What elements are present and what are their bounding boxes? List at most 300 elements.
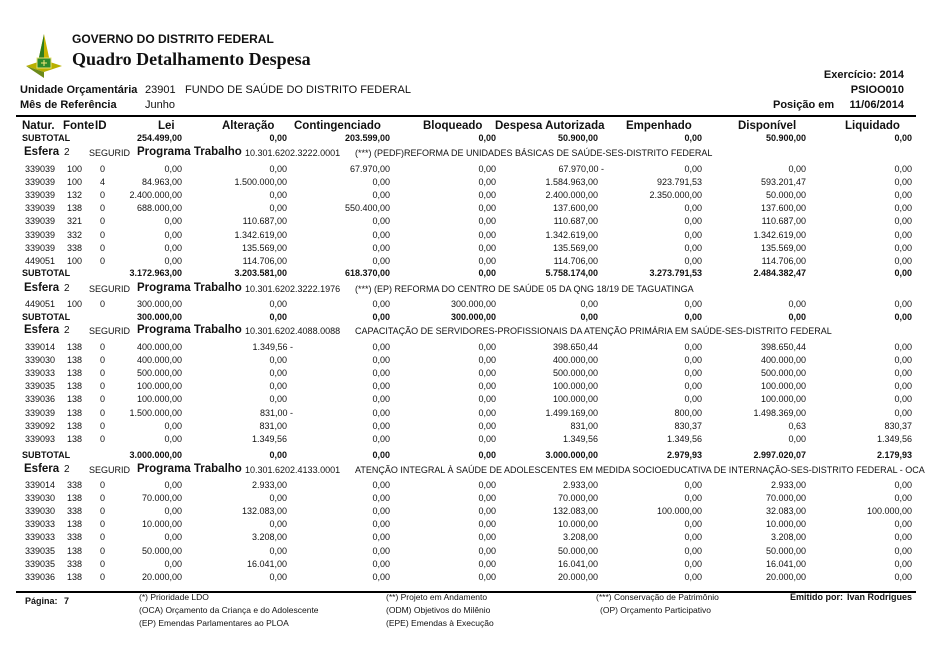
cell-contingenciado: 0,00 [372,420,390,431]
cell-despesa-autorizada: 16.041,00 [557,558,598,569]
programa-code: 10.301.6202.3222.0001 [245,148,341,158]
cell-empenhado: 0,00 [684,355,702,366]
cell-despesa-autorizada: 67.970,00 - [558,164,604,174]
cell-natureza: 339030 [25,506,56,517]
cell-disponivel: 2.997.020,07 [753,450,806,460]
cell-bloqueado: 0,00 [478,480,496,490]
cell-despesa-autorizada: 398.650,44 [552,342,598,352]
cell-id: 0 [100,532,106,543]
cell-contingenciado: 0,00 [372,342,390,352]
cell-bloqueado: 0,00 [478,571,496,582]
table-row [0,342,949,354]
table-row [0,355,949,367]
cell-empenhado: 0,00 [684,216,702,227]
cell-alteracao: 0,00 [269,450,287,460]
cell-despesa-autorizada: 0,00 [580,312,598,322]
table-row [0,408,949,420]
cell-alteracao: 0,00 [269,381,287,392]
cell-id: 0 [100,506,106,517]
cell-contingenciado: 0,00 [372,312,390,322]
cell-liquidado: 0,00 [894,133,912,143]
cell-empenhado: 0,00 [684,394,702,405]
cell-lei: 254.499,00 [136,133,182,143]
cell-despesa-autorizada: 135.569,00 [552,242,598,253]
cell-disponivel: 20.000,00 [765,571,806,582]
cell-bloqueado: 0,00 [478,203,496,214]
cell-contingenciado: 550.400,00 [344,203,390,214]
cell-despesa-autorizada: 1.584.963,00 [545,177,598,188]
cell-bloqueado: 0,00 [478,164,496,174]
cell-disponivel: 0,00 [788,164,806,174]
cell-liquidado: 0,00 [894,268,912,278]
cell-empenhado: 0,00 [684,299,702,309]
cell-liquidado: 0,00 [894,545,912,556]
col-empenhado: Empenhado [626,120,692,132]
col-despesa-autorizada: Despesa Autorizada [495,120,605,132]
legend-oca: (OCA) Orçamento da Criança e do Adolescente [139,605,319,615]
cell-bloqueado: 0,00 [478,558,496,569]
programa-description: (***) (EP) REFORMA DO CENTRO DE SAÚDE 05 DA QNG 18/19 DE TAGUATINGA [355,284,694,294]
table-row [0,519,949,531]
cell-id: 0 [100,519,106,530]
cell-fonte: 321 [67,216,83,227]
cell-fonte: 138 [67,368,83,379]
cell-fonte: 100 [67,299,83,309]
legend-ep: (EP) Emendas Parlamentares ao PLOA [139,618,289,628]
esfera-value: 2 [64,283,70,294]
cell-contingenciado: 0,00 [372,506,390,517]
cell-fonte: 338 [67,506,83,517]
cell-disponivel: 10.000,00 [765,519,806,530]
cell-lei: 100.000,00 [136,394,182,405]
cell-natureza: 339014 [25,342,56,352]
cell-disponivel: 1.498.369,00 [753,407,806,418]
cell-id: 0 [100,407,106,418]
cell-id: 0 [100,394,106,405]
cell-bloqueado: 0,00 [478,229,496,240]
col-bloqueado: Bloqueado [423,120,483,132]
cell-lei: 20.000,00 [141,571,182,582]
cell-empenhado: 0,00 [684,381,702,392]
cell-natureza: 339035 [25,545,56,556]
cell-empenhado: 0,00 [684,480,702,490]
cell-id: 0 [100,203,106,214]
cell-id: 0 [100,368,106,379]
cell-empenhado: 0,00 [684,164,702,174]
cell-lei: 84.963,00 [141,177,182,188]
cell-disponivel: 50.000,00 [765,190,806,201]
programa-header [0,146,949,160]
cell-liquidado: 0,00 [894,203,912,214]
report-title: Quadro Detalhamento Despesa [72,49,311,69]
cell-fonte: 100 [67,164,83,174]
table-row [0,493,949,505]
cell-id: 0 [100,433,106,444]
cell-lei: 50.000,00 [141,545,182,556]
report-code: PSIOO010 [850,84,904,96]
cell-id: 0 [100,493,106,504]
cell-bloqueado: 300.000,00 [450,299,496,309]
cell-alteracao: 0,00 [269,355,287,366]
cell-lei: 0,00 [164,532,182,543]
cell-empenhado: 0,00 [684,571,702,582]
table-row [0,546,949,558]
cell-despesa-autorizada: 100.000,00 [552,394,598,405]
cell-liquidado: 0,00 [894,164,912,174]
seguridade-label: SEGURID [89,465,131,475]
esfera-value: 2 [64,464,70,475]
cell-empenhado: 0,00 [684,255,702,266]
cell-id: 0 [100,571,106,582]
table-row [0,532,949,544]
cell-despesa-autorizada: 50.000,00 [557,545,598,556]
cell-fonte: 138 [67,355,83,366]
cell-disponivel: 2.933,00 [770,480,806,490]
unidade-code: 23901 [145,84,176,96]
cell-contingenciado: 0,00 [372,177,390,188]
cell-empenhado: 0,00 [684,558,702,569]
programa-label: Programa Trabalho [137,146,242,158]
table-row [0,256,949,268]
cell-natureza: 339039 [25,216,56,227]
emitted-by: Ivan Rodrigues [847,592,913,602]
cell-id: 0 [100,299,106,309]
cell-natureza: 449051 [25,299,56,309]
cell-liquidado: 0,00 [894,368,912,379]
cell-natureza: 339033 [25,532,56,543]
cell-lei: 3.000.000,00 [129,450,182,460]
table-row [0,480,949,492]
programa-header [0,463,949,477]
cell-despesa-autorizada: 1.499.169,00 [545,407,598,418]
cell-natureza: 449051 [25,255,56,266]
table-row [0,394,949,406]
cell-bloqueado: 0,00 [478,532,496,543]
cell-despesa-autorizada: 132.083,00 [552,506,598,517]
cell-bloqueado: 0,00 [478,355,496,366]
cell-bloqueado: 0,00 [478,242,496,253]
cell-bloqueado: 0,00 [478,545,496,556]
gdf-emblem-icon [24,32,64,80]
cell-disponivel: 3.208,00 [770,532,806,543]
esfera-value: 2 [64,325,70,336]
cell-id: 0 [100,480,106,490]
cell-fonte: 338 [67,480,83,490]
cell-fonte: 138 [67,493,83,504]
cell-natureza: 339039 [25,164,56,174]
cell-liquidado: 0,00 [894,558,912,569]
cell-despesa-autorizada: 110.687,00 [553,216,598,227]
cell-contingenciado: 0,00 [372,433,390,444]
cell-contingenciado: 0,00 [372,229,390,240]
cell-lei: 0,00 [164,242,182,253]
cell-contingenciado: 0,00 [372,242,390,253]
cell-fonte: 338 [67,532,83,543]
cell-liquidado: 1.349,56 [876,433,912,444]
cell-bloqueado: 0,00 [478,519,496,530]
cell-disponivel: 593.201,47 [760,177,806,188]
cell-natureza: 339035 [25,381,56,392]
cell-alteracao: 0,00 [269,368,287,379]
col-liquidado: Liquidado [845,120,900,132]
cell-despesa-autorizada: 2.933,00 [562,480,598,490]
cell-bloqueado: 0,00 [478,450,496,460]
cell-contingenciado: 0,00 [372,519,390,530]
cell-disponivel: 0,00 [788,433,806,444]
cell-lei: 0,00 [164,506,182,517]
cell-empenhado: 0,00 [684,493,702,504]
seguridade-label: SEGURID [89,148,131,158]
legend-op: (OP) Orçamento Participativo [600,605,712,615]
cell-empenhado: 0,00 [684,203,702,214]
cell-natureza: 339033 [25,519,56,530]
cell-liquidado: 0,00 [894,255,912,266]
cell-despesa-autorizada: 2.400.000,00 [545,190,598,201]
table-row [0,368,949,380]
esfera-value: 2 [64,147,70,158]
cell-liquidado: 0,00 [894,312,912,322]
cell-fonte: 332 [67,229,83,240]
cell-disponivel: 0,00 [788,312,806,322]
col-fonte: Fonte [63,120,95,132]
cell-bloqueado: 0,00 [478,342,496,352]
col-lei: Lei [158,120,175,132]
cell-id: 0 [100,342,106,352]
legend-patrimonio: (***) Conservação de Patrimônio [596,592,719,602]
esfera-label: Esfera [24,463,60,475]
cell-disponivel: 110.687,00 [761,216,806,227]
subtotal-label: SUBTOTAL [22,450,71,460]
cell-fonte: 138 [67,394,83,405]
cell-lei: 400.000,00 [136,342,182,352]
cell-liquidado: 0,00 [894,480,912,490]
cell-liquidado: 0,00 [894,355,912,366]
cell-liquidado: 0,00 [894,190,912,201]
cell-fonte: 138 [67,519,83,530]
programa-description: (***) (PEDF)REFORMA DE UNIDADES BÁSICAS DE SAÚDE-SES-DISTRITO FEDERAL [355,148,713,158]
cell-bloqueado: 0,00 [478,133,496,143]
cell-empenhado: 0,00 [684,368,702,379]
programa-label: Programa Trabalho [137,463,242,475]
cell-empenhado: 2.979,93 [666,450,702,460]
cell-contingenciado: 618.370,00 [344,268,390,278]
subtotal-label: SUBTOTAL [22,268,71,278]
cell-contingenciado: 0,00 [372,255,390,266]
table-row [0,572,949,584]
cell-despesa-autorizada: 50.900,00 [557,133,598,143]
legend-andamento: (**) Projeto em Andamento [386,592,488,602]
table-row [0,243,949,255]
cell-empenhado: 0,00 [684,545,702,556]
cell-natureza: 339039 [25,242,56,253]
cell-contingenciado: 0,00 [372,545,390,556]
cell-bloqueado: 0,00 [478,368,496,379]
cell-disponivel: 1.342.619,00 [753,229,806,240]
cell-disponivel: 398.650,44 [760,342,806,352]
cell-lei: 70.000,00 [141,493,182,504]
cell-id: 0 [100,420,106,431]
cell-liquidado: 0,00 [894,493,912,504]
cell-empenhado: 0,00 [684,229,702,240]
cell-natureza: 339039 [25,177,56,188]
cell-contingenciado: 0,00 [372,493,390,504]
cell-disponivel: 135.569,00 [760,242,806,253]
table-row [0,506,949,518]
cell-bloqueado: 0,00 [478,420,496,431]
emitted-label: Emitido por: [790,592,843,602]
cell-empenhado: 0,00 [684,312,702,322]
cell-alteracao: 0,00 [269,493,287,504]
cell-disponivel: 100.000,00 [760,381,806,392]
mes-label: Mês de Referência [20,99,117,111]
cell-bloqueado: 0,00 [478,255,496,266]
cell-contingenciado: 67.970,00 [349,164,390,174]
cell-bloqueado: 0,00 [478,407,496,418]
cell-disponivel: 0,63 [788,420,806,431]
cell-alteracao: 1.342.619,00 [234,229,287,240]
cell-lei: 0,00 [164,433,182,444]
cell-lei: 0,00 [164,558,182,569]
cell-disponivel: 400.000,00 [760,355,806,366]
cell-alteracao: 110.687,00 [242,216,287,227]
cell-disponivel: 114.706,00 [761,255,806,266]
cell-contingenciado: 0,00 [372,532,390,543]
cell-alteracao: 0,00 [269,190,287,201]
col-disponivel: Disponível [738,120,797,132]
programa-description: ATENÇÃO INTEGRAL À SAÚDE DE ADOLESCENTES EM MEDIDA SOCIOEDUCATIVA DE INTERNAÇÃO-SES-DISTRITO FEDERAL - OCA [355,465,925,475]
programa-label: Programa Trabalho [137,324,242,336]
programa-label: Programa Trabalho [137,282,242,294]
esfera-label: Esfera [24,282,60,294]
cell-contingenciado: 0,00 [372,394,390,405]
programa-code: 10.301.6202.4133.0001 [245,465,341,475]
table-row [0,203,949,215]
programa-description: CAPACITAÇÃO DE SERVIDORES-PROFISSIONAIS DA ATENÇÃO PRIMÁRIA EM SAÚDE-SES-DISTRITO FEDERAL [355,326,832,336]
cell-lei: 100.000,00 [136,381,182,392]
cell-contingenciado: 0,00 [372,407,390,418]
esfera-label: Esfera [24,146,60,158]
cell-despesa-autorizada: 1.342.619,00 [545,229,598,240]
cell-natureza: 339014 [25,480,56,490]
cell-lei: 300.000,00 [136,299,182,309]
table-row [0,421,949,433]
subtotal-row [0,450,949,462]
cell-alteracao: 0,00 [269,164,287,174]
cell-empenhado: 0,00 [684,242,702,253]
cell-liquidado: 0,00 [894,394,912,405]
cell-bloqueado: 0,00 [478,177,496,188]
cell-lei: 500.000,00 [136,368,182,379]
cell-natureza: 339036 [25,394,56,405]
table-row [0,164,949,176]
cell-liquidado: 0,00 [894,532,912,543]
cell-lei: 1.500.000,00 [129,407,182,418]
cell-alteracao: 1.500.000,00 [234,177,287,188]
cell-contingenciado: 0,00 [372,368,390,379]
cell-contingenciado: 0,00 [372,190,390,201]
cell-natureza: 339093 [25,433,56,444]
cell-liquidado: 0,00 [894,229,912,240]
cell-natureza: 339033 [25,368,56,379]
cell-liquidado: 0,00 [894,299,912,309]
cell-natureza: 339039 [25,203,56,214]
cell-alteracao: 3.203.581,00 [234,268,287,278]
cell-fonte: 100 [67,255,83,266]
cell-contingenciado: 0,00 [372,381,390,392]
cell-lei: 0,00 [164,229,182,240]
cell-fonte: 138 [67,571,83,582]
cell-liquidado: 0,00 [894,571,912,582]
cell-contingenciado: 0,00 [372,450,390,460]
cell-alteracao: 0,00 [269,519,287,530]
cell-liquidado: 0,00 [894,242,912,253]
cell-lei: 0,00 [164,480,182,490]
cell-fonte: 138 [67,545,83,556]
cell-disponivel: 70.000,00 [765,493,806,504]
cell-lei: 2.400.000,00 [129,190,182,201]
cell-alteracao: 831,00 [259,420,287,431]
cell-empenhado: 2.350.000,00 [649,190,702,201]
cell-alteracao: 135.569,00 [241,242,287,253]
cell-fonte: 138 [67,433,83,444]
cell-id: 0 [100,164,106,174]
cell-contingenciado: 0,00 [372,571,390,582]
legend-odm: (ODM) Objetivos do Milênio [386,605,491,615]
cell-lei: 0,00 [164,216,182,227]
cell-disponivel: 137.600,00 [760,203,806,214]
cell-fonte: 138 [67,342,83,352]
cell-contingenciado: 0,00 [372,355,390,366]
cell-liquidado: 100.000,00 [866,506,912,517]
cell-bloqueado: 0,00 [478,433,496,444]
cell-fonte: 138 [67,381,83,392]
cell-empenhado: 0,00 [684,519,702,530]
cell-disponivel: 16.041,00 [765,558,806,569]
cell-empenhado: 0,00 [684,133,702,143]
cell-contingenciado: 0,00 [372,480,390,490]
cell-despesa-autorizada: 20.000,00 [557,571,598,582]
cell-natureza: 339092 [25,420,56,431]
cell-disponivel: 100.000,00 [760,394,806,405]
cell-lei: 0,00 [164,255,182,266]
cell-bloqueado: 0,00 [478,190,496,201]
cell-alteracao: 0,00 [269,299,287,309]
cell-empenhado: 3.273.791,53 [649,268,702,278]
cell-alteracao: 1.349,56 - [252,342,293,352]
esfera-label: Esfera [24,324,60,336]
mes-value: Junho [145,99,175,111]
cell-empenhado: 923.791,53 [656,177,702,188]
cell-liquidado: 0,00 [894,342,912,352]
cell-natureza: 339036 [25,571,56,582]
cell-bloqueado: 0,00 [478,394,496,405]
exercicio: Exercício: 2014 [823,69,904,81]
cell-despesa-autorizada: 114.706,00 [553,255,598,266]
cell-alteracao: 132.083,00 [241,506,287,517]
cell-empenhado: 800,00 [674,407,702,418]
cell-alteracao: 831,00 - [259,407,293,418]
cell-lei: 400.000,00 [136,355,182,366]
cell-despesa-autorizada: 500.000,00 [552,368,598,379]
cell-id: 4 [100,177,106,188]
cell-lei: 10.000,00 [141,519,182,530]
cell-fonte: 338 [67,242,83,253]
cell-empenhado: 1.349,56 [666,433,702,444]
table-row [0,230,949,242]
posicao-label: Posição em [773,99,835,111]
cell-despesa-autorizada: 137.600,00 [552,203,598,214]
legend-ldo: (*) Prioridade LDO [139,592,209,602]
